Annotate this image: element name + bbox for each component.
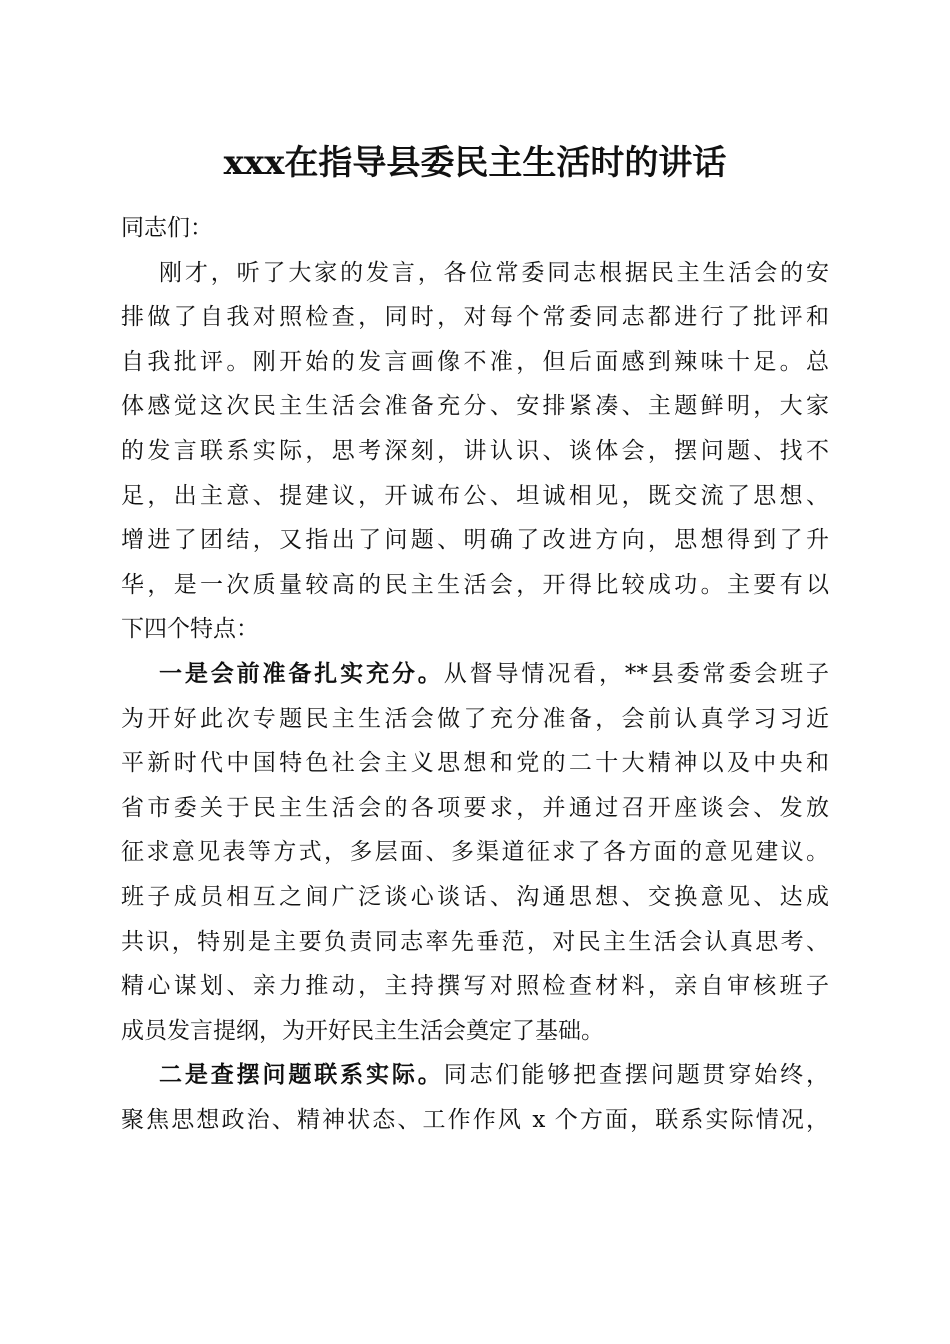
paragraph-text: 同志们能够把查摆问题贯穿始终，: [443, 1062, 830, 1089]
paragraph-2: [121, 652, 829, 1053]
paragraph-line: 平新时代中国特色社会主义思想和党的二十大精神以及中央和: [121, 750, 829, 777]
paragraph-line: 下四个特点：: [121, 616, 259, 643]
paragraph-line: 聚焦思想政治、精神状态、工作作风 x 个方面，联系实际情况，: [121, 1106, 829, 1133]
paragraph-line: 成员发言提纲，为开好民主生活会奠定了基础。: [121, 1017, 604, 1044]
paragraph-line: 为开好此次专题民主生活会做了充分准备，会前认真学习习近: [121, 705, 829, 732]
paragraph-line: 的发言联系实际，思考深刻，讲认识、谈体会，摆问题、找不: [121, 437, 829, 464]
paragraph-line: 共识，特别是主要负责同志率先垂范，对民主生活会认真思考、: [121, 928, 829, 955]
paragraph-line: [121, 1053, 829, 1098]
document-title: xxx在指导县委民主生活时的讲话: [223, 143, 727, 183]
paragraph-line: 增进了团结，又指出了问题、明确了改进方向，思想得到了升: [121, 527, 829, 554]
section-heading: 一是会前准备扎实充分。: [159, 659, 444, 687]
paragraph-line: 体感觉这次民主生活会准备充分、安排紧凑、主题鲜明，大家: [121, 393, 829, 420]
paragraph-line: 班子成员相互之间广泛谈心谈话、沟通思想、交换意见、达成: [121, 883, 829, 910]
salutation: 同志们：: [121, 215, 213, 241]
paragraph-1: [121, 251, 829, 652]
paragraph-line: 征求意见表等方式，多层面、多渠道征求了各方面的意见建议。: [121, 839, 829, 866]
paragraph-3: [121, 1053, 829, 1142]
paragraph-line: 足，出主意、提建议，开诚布公、坦诚相见，既交流了思想、: [121, 482, 829, 509]
document-body: [121, 206, 829, 1142]
paragraph-line: [121, 652, 829, 697]
paragraph-line: 华，是一次质量较高的民主生活会，开得比较成功。主要有以: [121, 571, 829, 598]
section-heading: 二是查摆问题联系实际。: [159, 1061, 444, 1089]
paragraph-line: 精心谋划、亲力推动，主持撰写对照检查材料，亲自审核班子: [121, 973, 829, 1000]
paragraph-line: 省市委关于民主生活会的各项要求，并通过召开座谈会、发放: [121, 794, 829, 821]
paragraph-line: 排做了自我对照检查，同时，对每个常委同志都进行了批评和: [121, 304, 829, 331]
paragraph-line: 自我批评。刚开始的发言画像不准，但后面感到辣味十足。总: [121, 348, 829, 375]
paragraph-line: 刚才，听了大家的发言，各位常委同志根据民主生活会的安: [159, 259, 829, 286]
paragraph-text: 从督导情况看，**县委常委会班子: [443, 660, 830, 687]
